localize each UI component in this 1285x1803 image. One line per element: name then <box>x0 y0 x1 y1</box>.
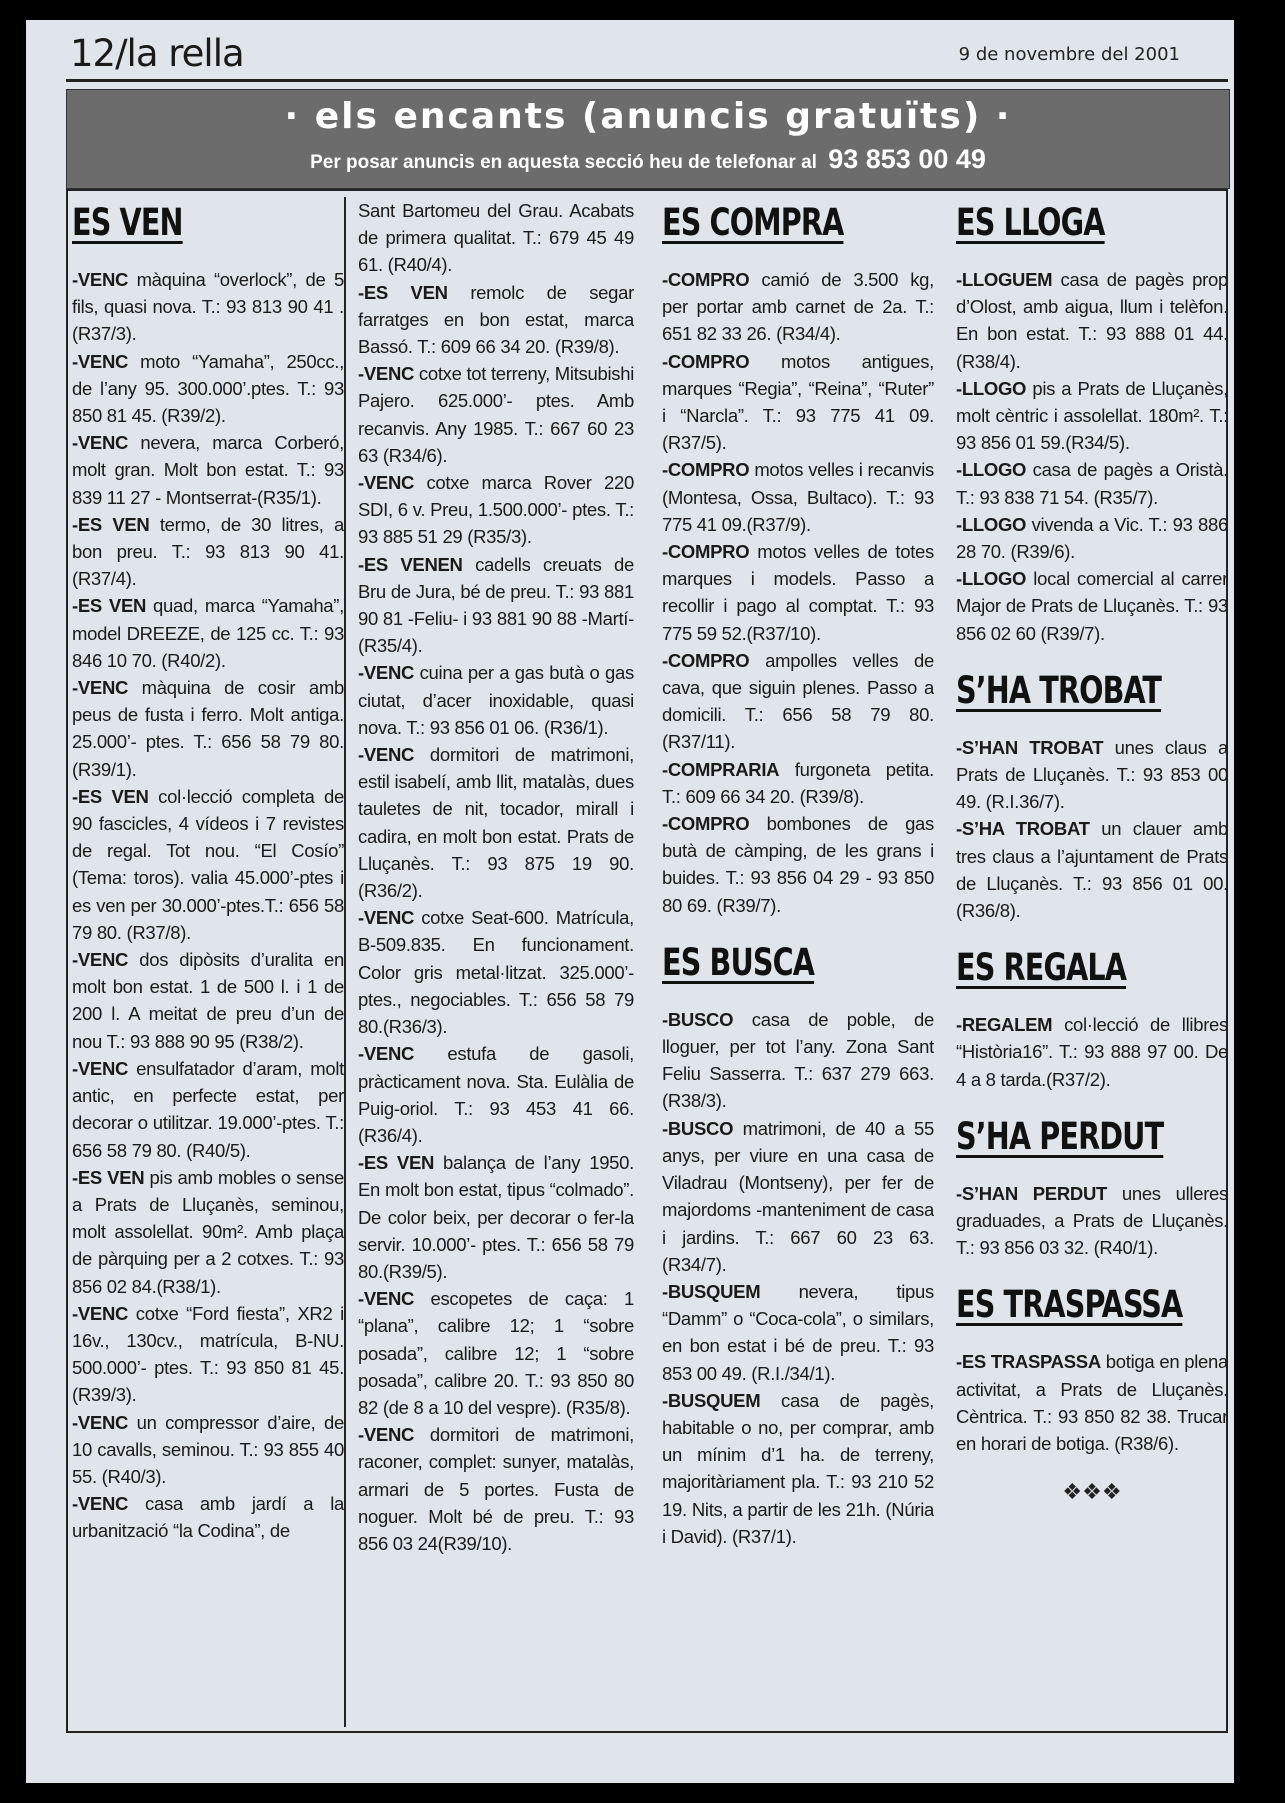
classified-ad <box>358 1285 634 1421</box>
ad-keyword: -VENC <box>72 432 129 454</box>
ad-keyword: -VENC <box>358 662 415 684</box>
ad-text: cuina per a gas butà o gas ciutat, d’acer inoxidable, quasi nova. T.: 93 856 01 06. (R36/1). <box>358 662 634 738</box>
ad-keyword: -BUSCO <box>662 1008 734 1030</box>
section-heading: ES REGALA <box>956 946 1127 990</box>
ad-text: camió de 3.500 kg, per portar amb carnet de 2a. T.: 651 82 33 26. (R34/4). <box>662 269 934 345</box>
section-heading: ES COMPRA <box>662 201 844 244</box>
section-es-compra <box>662 201 934 919</box>
ad-text: un clauer amb tres claus a l’ajuntament de Prats de Lluçanès. T.: 93 856 01 00. (R36/8). <box>956 818 1228 922</box>
ad-text: ensulfatador d’aram, molt antic, en perfecte estat, per decorar o utilitzar. 19.000’-ptes. T.: 656 58 79 80. (R40/5). <box>72 1057 344 1161</box>
ad-text: unes claus a Prats de Lluçanès. T.: 93 853 00 49. (R.I.36/7). <box>956 736 1228 813</box>
section-banner <box>66 89 1230 189</box>
classified-ad <box>956 266 1228 375</box>
classified-ad <box>72 511 344 593</box>
ad-list <box>662 266 934 919</box>
classified-ad <box>72 1409 344 1491</box>
classified-ad <box>956 456 1228 510</box>
ad-keyword: -VENC <box>358 1424 415 1446</box>
ad-keyword: -ES VEN <box>358 281 448 303</box>
classified-ad <box>72 783 344 946</box>
ad-text: botiga en plena activitat, a Prats de Lluçanès. Cèntrica. T.: 93 850 82 38. Trucar en horari de botiga. (R38/6). <box>956 1351 1228 1455</box>
ad-keyword: -ES VEN <box>72 595 147 617</box>
ad-text: pis amb mobles o sense a Prats de Lluçanès, seminou, molt assolellat. 90m². Amb plaça de pàrquing per a 2 cotxes. T.: 93 856 02 84.(R38/1). <box>72 1166 344 1297</box>
banner-subtitle <box>67 144 1229 175</box>
column-1 <box>72 197 346 1727</box>
ad-keyword: -COMPRO <box>662 541 750 563</box>
classified-ad <box>72 1164 344 1300</box>
section-heading: S’HA TROBAT <box>956 668 1162 712</box>
ad-text: pis a Prats de Lluçanès, molt cèntric i assolellat. 180m². T.: 93 856 01 59.(R34/5). <box>956 377 1228 454</box>
ad-text: casa amb jardí a la urbanització “la Codina”, de <box>72 1493 344 1542</box>
ad-keyword: -ES VEN <box>72 1166 145 1188</box>
classified-ad <box>72 1300 344 1409</box>
page-header <box>70 32 1180 76</box>
ad-list <box>956 1348 1228 1457</box>
classified-ad <box>358 360 634 469</box>
ad-keyword: -VENC <box>358 1043 415 1065</box>
section-sha-trobat <box>956 669 1228 924</box>
ad-text: un compressor d’aire, de 10 cavalls, seminou. T.: 93 855 40 55. (R40/3). <box>72 1411 344 1487</box>
classified-ad <box>358 659 634 741</box>
page-number: 12/la rella <box>70 32 244 75</box>
ad-keyword: -COMPRO <box>662 459 750 481</box>
section-heading: ES LLOGA <box>956 201 1105 244</box>
classified-ad <box>662 756 934 810</box>
ad-keyword: -BUSQUEM <box>662 1389 761 1411</box>
ad-keyword: -VENC <box>72 1057 129 1079</box>
end-ornament: ❖❖❖ <box>1062 1479 1122 1505</box>
ad-text: remolc de segar farratges en bon estat, marca Bassó. T.: 609 66 34 20. (R39/8). <box>358 281 634 358</box>
ad-text: màquina de cosir amb peus de fusta i ferro. Molt antiga. 25.000’- ptes. T.: 656 58 79 80. (R39/1). <box>72 677 344 780</box>
ad-keyword: -BUSQUEM <box>662 1280 761 1302</box>
ad-keyword: -LLOGUEM <box>956 269 1053 290</box>
ad-text: vivenda a Vic. T.: 93 886 28 70. (R39/6). <box>956 513 1228 563</box>
ad-text: quad, marca “Yamaha”, model DREEZE, de 125 cc. T.: 93 846 10 70. (R40/2). <box>72 595 344 671</box>
classified-ad <box>662 266 934 348</box>
ad-keyword: -BUSCO <box>662 1117 734 1139</box>
classified-ad <box>956 815 1228 924</box>
classified-ad <box>956 734 1228 816</box>
ad-keyword: -VENC <box>358 907 415 929</box>
ad-keyword: -REGALEM <box>956 1014 1053 1036</box>
ad-text: casa de pagès, habitable o no, per comprar, amb un mínim d’1 ha. de terreny, majoritàriament pla. T.: 93 210 52 19. Nits, a partir de les 21h. (Núria i David). (R37/1). <box>662 1389 934 1547</box>
ad-text: cotxe Seat-600. Matrícula, B-509.835. En funcionament. Color gris metal·litzat. 325.000’- ptes., negociables. T.: 656 58 79 80.(R36/3). <box>358 907 634 1038</box>
ad-keyword: -LLOGO <box>956 513 1027 535</box>
classified-ad <box>358 469 634 551</box>
classified-ad <box>358 279 634 361</box>
ad-list <box>956 266 1228 647</box>
ad-text: nevera, tipus “Damm” o “Coca-cola”, o similars, en bon estat i bé de preu. T.: 93 853 00 49. (R.I./34/1). <box>662 1280 934 1384</box>
classified-ad <box>358 904 634 1040</box>
classified-ad <box>358 1149 634 1285</box>
banner-subtitle-text: Per posar anuncis en aquesta secció heu de telefonar al <box>310 152 817 173</box>
classified-ad <box>358 1040 634 1149</box>
ad-keyword: -COMPRO <box>662 813 750 835</box>
ad-keyword: -ES TRASPASSA <box>956 1351 1101 1373</box>
classified-ad <box>72 266 344 348</box>
ad-text: nevera, marca Corberó, molt gran. Molt bon estat. T.: 93 839 11 27 - Montserrat-(R35/1). <box>72 432 344 508</box>
classified-ad <box>358 741 634 904</box>
ad-keyword: -S’HA TROBAT <box>956 818 1090 840</box>
section-es-lloga <box>956 201 1228 647</box>
ad-keyword: -VENC <box>358 472 415 494</box>
ad-text: motos antigues, marques “Regia”, “Reina”, “Ruter” i “Narcla”. T.: 93 775 41 09. (R37/5). <box>662 350 934 454</box>
section-es-ven-continued <box>358 197 634 1557</box>
ad-keyword: -COMPRARIA <box>662 758 780 780</box>
ad-keyword: -ES VEN <box>72 513 150 535</box>
section-es-regala <box>956 946 1228 1093</box>
classified-ad <box>662 538 934 647</box>
classified-ad <box>72 348 344 430</box>
issue-date: 9 de novembre del 2001 <box>958 44 1180 65</box>
ad-keyword: -VENC <box>358 363 415 385</box>
ad-keyword: -COMPRO <box>662 350 750 372</box>
classified-ad <box>662 456 934 538</box>
classified-ad <box>358 551 634 660</box>
ad-keyword: -VENC <box>72 350 129 372</box>
ad-text: moto “Yamaha”, 250cc., de l’any 95. 300.000’.ptes. T.: 93 850 81 45. (R39/2). <box>72 350 344 427</box>
ad-keyword: -VENC <box>72 269 129 290</box>
classified-ad <box>662 1115 934 1278</box>
ad-text: motos velles i recanvis (Montesa, Ossa, Bultaco). T.: 93 775 41 09.(R37/9). <box>662 459 934 535</box>
ad-continuation: Sant Bartomeu del Grau. Acabats de primera qualitat. T.: 679 45 49 61. (R40/4). <box>358 200 634 276</box>
ad-keyword: -ES VEN <box>72 785 149 807</box>
ad-text: màquina “overlock”, de 5 fils, quasi nova. T.: 93 813 90 41 . (R37/3). <box>72 269 344 345</box>
ad-keyword: -LLOGO <box>956 459 1027 481</box>
banner-title: · els encants (anuncis gratuïts) · <box>284 96 1012 137</box>
ad-keyword: -COMPRO <box>662 649 750 671</box>
ad-text: motos velles de totes marques i models. Passo a recollir i pago al comptat. T.: 93 775 59 52.(R37/10). <box>662 541 934 644</box>
ad-text: dormitori de matrimoni, raconer, complet: sunyer, matalàs, armari de 5 portes. Fusta de noguer. Molt bé de preu. T.: 93 856 03 24(R39/10). <box>358 1424 634 1554</box>
ad-text: unes ulleres graduades, a Prats de Lluçanès. T.: 93 856 03 32. (R40/1). <box>956 1182 1228 1259</box>
ad-keyword: -VENC <box>72 949 129 971</box>
ad-text: cotxe marca Rover 220 SDI, 6 v. Preu, 1.500.000’- ptes. T.: 93 885 51 29 (R35/3). <box>358 472 634 548</box>
classified-ad <box>956 1180 1228 1262</box>
header-rule <box>66 79 1228 82</box>
ad-text: cotxe “Ford fiesta”, XR2 i 16v., 130cv., matrícula, B-NU. 500.000’- ptes. T.: 93 850 81 45. (R39/3). <box>72 1302 344 1406</box>
classified-ad <box>662 810 934 919</box>
column-2 <box>358 197 634 1727</box>
ad-list <box>358 279 634 1558</box>
classified-ad <box>662 647 934 756</box>
ad-text: cotxe tot terreny, Mitsubishi Pajero. 625.000’- ptes. Amb recanvis. Any 1985. T.: 667 60 23 63 (R34/6). <box>358 363 634 466</box>
section-heading: ES VEN <box>72 201 183 244</box>
classified-ad <box>662 1387 934 1550</box>
ad-text: casa de pagès prop d’Olost, amb aigua, llum i telèfon. En bon estat. T.: 93 888 01 44. (R38/4). <box>956 269 1228 372</box>
classified-ad <box>956 375 1228 457</box>
ad-keyword: -ES VENEN <box>358 553 463 575</box>
ad-text: termo, de 30 litres, a bon preu. T.: 93 813 90 41. (R37/4). <box>72 513 344 590</box>
classified-ad <box>72 946 344 1055</box>
classified-ad <box>72 1055 344 1164</box>
classified-ad <box>956 511 1228 565</box>
classified-ad <box>662 1278 934 1387</box>
ad-text: balança de l’any 1950. En molt bon estat, tipus “colmado”. De color beix, per decorar o fer-la servir. 10.000’- ptes. T.: 656 58 79 80.(R39/5). <box>358 1152 634 1282</box>
section-heading: S’HA PERDUT <box>956 1114 1164 1158</box>
ad-text: dormitori de matrimoni, estil isabelí, amb llit, matalàs, dues tauletes de nit, tocador, mirall i cadira, en molt bon estat. Prats de Lluçanès. T.: 93 875 19 90. (R36/2). <box>358 744 634 902</box>
ad-list <box>956 734 1228 924</box>
section-es-ven <box>72 201 344 1545</box>
classified-ad <box>72 592 344 674</box>
ad-keyword: -VENC <box>358 744 415 766</box>
ad-keyword: -S’HAN PERDUT <box>956 1182 1108 1204</box>
ad-list <box>662 1006 934 1550</box>
ad-text: matrimoni, de 40 a 55 anys, per viure en una casa de Viladrau (Montseny), per fer de majordoms -manteniment de casa i jardins. T.: 667 60 23 63. (R34/7). <box>662 1117 934 1275</box>
section-es-busca <box>662 941 934 1550</box>
classified-ad <box>662 1006 934 1115</box>
ad-text: col·lecció de llibres “Història16”. T.: 93 888 97 00. De 4 a 8 tarda.(R37/2). <box>956 1014 1228 1090</box>
column-4 <box>956 197 1228 1727</box>
column-3 <box>662 197 934 1727</box>
ad-list <box>956 1180 1228 1262</box>
classified-ad <box>72 429 344 511</box>
section-heading: ES TRASPASSA <box>956 1283 1183 1327</box>
ad-list <box>956 1011 1228 1093</box>
classified-ad <box>72 1490 344 1544</box>
classified-ad <box>72 674 344 783</box>
ad-keyword: -S’HAN TROBAT <box>956 736 1104 758</box>
ad-text: col·lecció completa de 90 fascicles, 4 vídeos i 7 revistes de regal. Tot nou. “El Cosío” (Tema: toros). valia 45.000’-ptes i es ven per 30.000’-ptes.T.: 656 58 79 80. (R37/8). <box>72 785 344 943</box>
ad-text: ampolles velles de cava, que siguin plenes. Passo a domicili. T.: 656 58 79 80. (R37/11). <box>662 649 934 753</box>
classified-ad <box>662 348 934 457</box>
ad-text: local comercial al carrer Major de Prats de Lluçanès. T.: 93 856 02 60 (R39/7). <box>956 568 1228 644</box>
ad-keyword: -COMPRO <box>662 269 750 290</box>
section-sha-perdut <box>956 1115 1228 1262</box>
ad-keyword: -VENC <box>72 1493 129 1515</box>
section-heading: ES BUSCA <box>662 940 815 984</box>
ad-text: casa de pagès a Oristà. T.: 93 838 71 54. (R35/7). <box>956 459 1228 508</box>
ad-keyword: -VENC <box>72 1411 129 1433</box>
section-es-traspassa <box>956 1283 1228 1457</box>
ad-text: estufa de gasoli, pràcticament nova. Sta. Eulàlia de Puig-oriol. T.: 93 453 41 66. (R36/4). <box>358 1043 634 1146</box>
banner-phone: 93 853 00 49 <box>828 144 986 174</box>
ad-keyword: -VENC <box>358 1288 415 1310</box>
classified-ad <box>956 1348 1228 1457</box>
ad-text: bombones de gas butà de càmping, de les grans i buides. T.: 93 856 04 29 - 93 850 80 69. (R39/7). <box>662 813 934 916</box>
ad-text: escopetes de caça: 1 “plana”, calibre 12; 1 “sobre posada”, calibre 12; 1 “sobre posada”, calibre 20. T.: 93 850 80 82 (de 8 a 10 del vespre). (R35/8). <box>358 1288 634 1418</box>
ad-keyword: -LLOGO <box>956 377 1027 399</box>
ad-keyword: -ES VEN <box>358 1152 435 1174</box>
ad-text: cadells creuats de Bru de Jura, bé de preu. T.: 93 881 90 81 -Feliu- i 93 881 90 88 -Martí- (R35/4). <box>358 553 634 657</box>
classified-ad <box>956 1011 1228 1093</box>
classifieds-frame <box>66 189 1228 1733</box>
classified-ad <box>956 565 1228 647</box>
ad-keyword: -VENC <box>72 1302 129 1324</box>
ad-text: casa de poble, de lloguer, per tot l’any. Zona Sant Feliu Sasserra. T.: 637 279 663. (R38/3). <box>662 1008 934 1112</box>
ad-list <box>72 266 344 1545</box>
ad-text: furgoneta petita. T.: 609 66 34 20. (R39/8). <box>662 758 934 807</box>
ad-text: dos dipòsits d’uralita en molt bon estat. 1 de 500 l. i 1 de 200 l. A meitat de preu d’un de nou T.: 93 888 90 95 (R38/2). <box>72 949 344 1052</box>
ad-keyword: -LLOGO <box>956 568 1027 590</box>
ad-keyword: -VENC <box>72 677 129 699</box>
classified-ad <box>358 1421 634 1557</box>
